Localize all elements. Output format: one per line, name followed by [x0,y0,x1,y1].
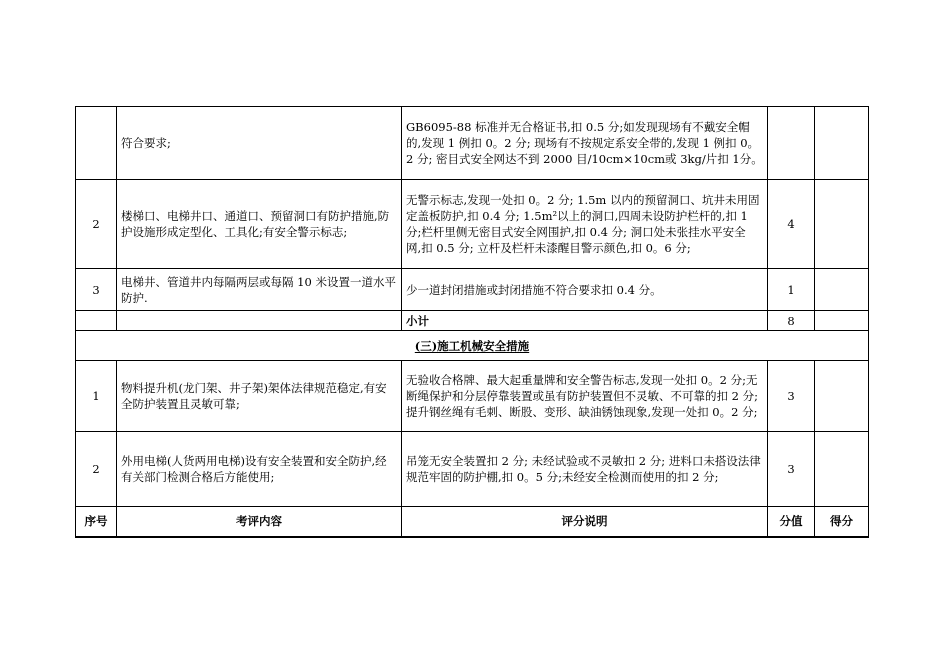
evaluation-content: 楼梯口、电梯井口、通道口、预留洞口有防护措施,防护设施形成定型化、工具化;有安全警示标志; [117,180,402,269]
subtotal-label: 小计 [402,311,768,331]
row-number: 2 [76,180,117,269]
header-score: 分值 [768,507,815,537]
table-row [76,361,869,432]
scoring-description: 吊笼无安全装置扣 2 分; 未经试验或不灵敏扣 2 分; 进料口未搭设法律规范牢固的防护棚,扣 0。5 分;未经安全检测而使用的扣 2 分; [402,432,768,507]
score-obtained [815,432,869,507]
score-value: 3 [768,361,815,432]
evaluation-content: 电梯井、管道井内每隔两层或每隔 10 米设置一道水平防护. [117,269,402,311]
subtotal-row [76,311,869,331]
header-content: 考评内容 [117,507,402,537]
score-obtained [815,107,869,180]
evaluation-content: 外用电梯(人货两用电梯)设有安全装置和安全防护,经有关部门检测合格后方能使用; [117,432,402,507]
header-description: 评分说明 [402,507,768,537]
score-obtained [815,361,869,432]
score-value [768,107,815,180]
evaluation-content: 物料提升机(龙门架、井子架)架体法律规范稳定,有安全防护装置且灵敏可靠; [117,361,402,432]
scoring-description: 无验收合格牌、最大起重量牌和安全警告标志,发现一处扣 0。2 分;无断绳保护和分层停靠装置或虽有防护装置但不灵敏、不可靠的扣 2 分; 提升钢丝绳有毛刺、断股、变形、缺油锈蚀现象,发现一处扣 0。2 分; [402,361,768,432]
score-value: 3 [768,432,815,507]
column-header-row [76,507,869,537]
score-obtained [815,180,869,269]
table-row [76,432,869,507]
score-value: 4 [768,180,815,269]
table-row [76,269,869,311]
subtotal-score: 8 [768,311,815,331]
row-number: 3 [76,269,117,311]
table-row [76,107,869,180]
row-number [76,107,117,180]
table-row [76,180,869,269]
scoring-description: GB6095-88 标准并无合格证书,扣 0.5 分;如发现现场有不戴安全帽的,发现 1 例扣 0。2 分; 现场有不按规定系安全带的,发现 1 例扣 0。2 分; 密目式安全网达不到 2000 目/10cm×10cm或 3kg/片扣 1分。 [402,107,768,180]
section-title: (三)施工机械安全措施 [76,331,869,361]
header-obtained: 得分 [815,507,869,537]
header-number: 序号 [76,507,117,537]
scoring-description: 少一道封闭措施或封闭措施不符合要求扣 0.4 分。 [402,269,768,311]
row-number: 1 [76,361,117,432]
evaluation-content: 符合要求; [117,107,402,180]
score-obtained [815,269,869,311]
scoring-table [75,106,869,538]
scoring-description: 无警示标志,发现一处扣 0。2 分; 1.5m 以内的预留洞口、坑井未用固定盖板防护,扣 0.4 分; 1.5m²以上的洞口,四周未设防护栏杆的,扣 1分;栏杆里侧无密目式安全网围护,扣 0.4 分; 洞口处未张挂水平安全 网,扣 0.5 分; 立杆及栏杆未漆醒目警示颜色,扣 0。6 分; [402,180,768,269]
section-row [76,331,869,361]
score-value: 1 [768,269,815,311]
row-number: 2 [76,432,117,507]
